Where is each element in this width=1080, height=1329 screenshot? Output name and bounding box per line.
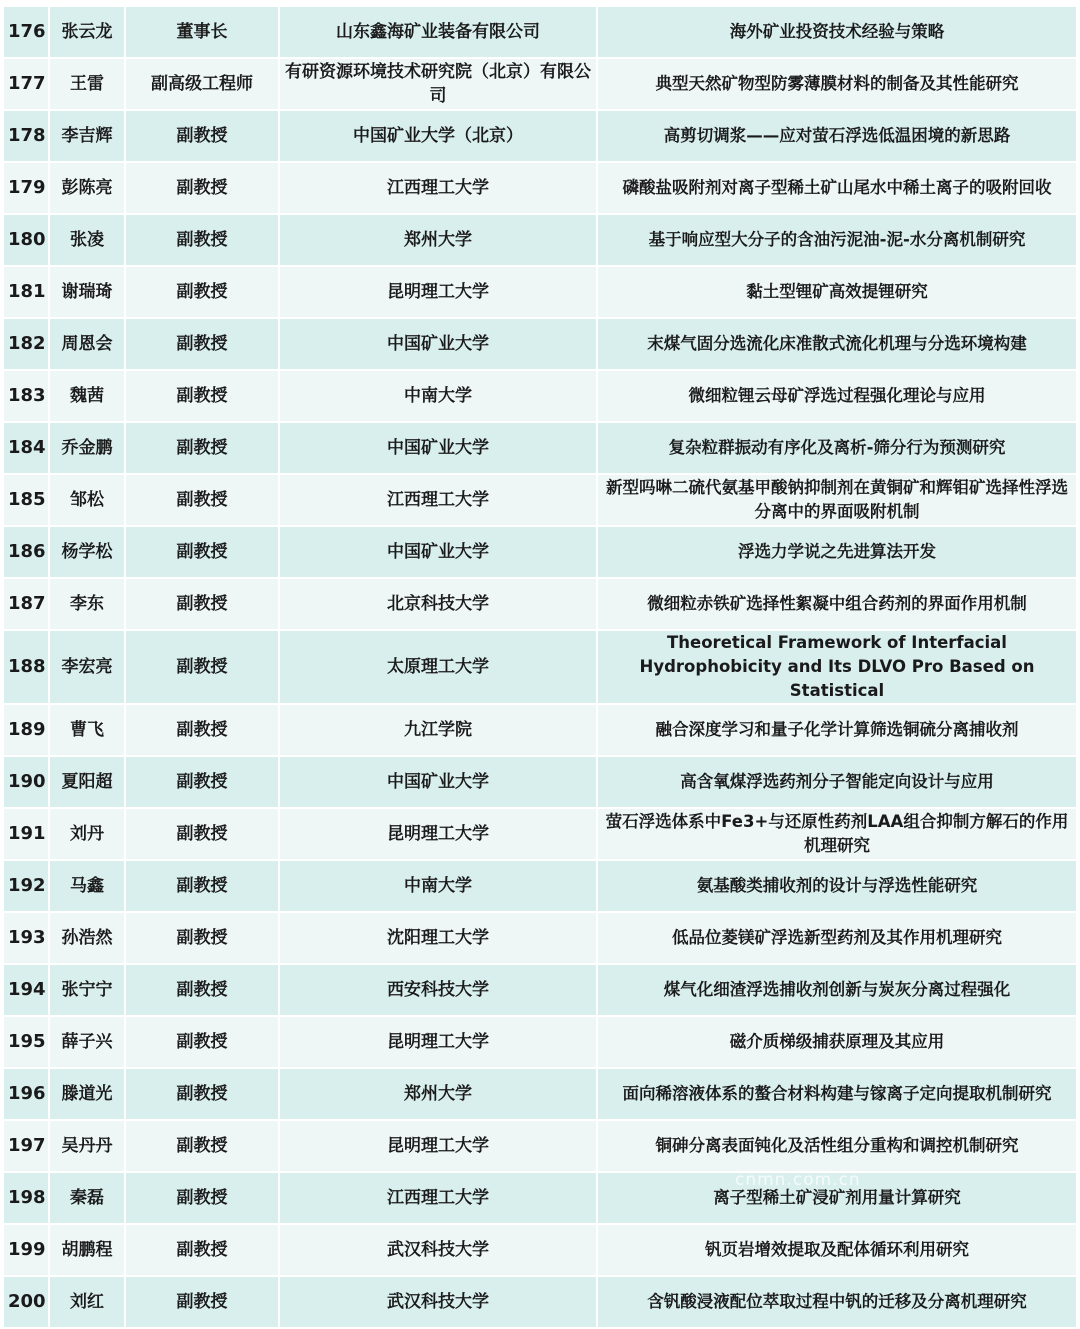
cell-organization: 山东鑫海矿业装备有限公司 [280, 7, 598, 57]
cell-title: 副教授 [126, 1173, 280, 1223]
cell-name: 乔金鹏 [50, 423, 126, 473]
cell-organization: 中南大学 [280, 371, 598, 421]
cell-name: 秦磊 [50, 1173, 126, 1223]
cell-name: 张云龙 [50, 7, 126, 57]
cell-topic: 微细粒赤铁矿选择性絮凝中组合药剂的界面作用机制 [598, 579, 1076, 629]
cell-number: 184 [4, 423, 50, 473]
cell-organization: 中南大学 [280, 861, 598, 911]
cell-organization: 郑州大学 [280, 215, 598, 265]
table-row [4, 371, 1076, 421]
cell-number: 182 [4, 319, 50, 369]
cell-organization: 江西理工大学 [280, 1173, 598, 1223]
cell-title: 副教授 [126, 965, 280, 1015]
cell-title: 董事长 [126, 7, 280, 57]
cell-organization: 中国矿业大学 [280, 319, 598, 369]
table-row [4, 111, 1076, 161]
cell-title: 副高级工程师 [126, 59, 280, 109]
cell-title: 副教授 [126, 809, 280, 859]
table-row [4, 631, 1076, 703]
cell-organization: 中国矿业大学 [280, 423, 598, 473]
table-row [4, 163, 1076, 213]
cell-title: 副教授 [126, 913, 280, 963]
cell-organization: 武汉科技大学 [280, 1225, 598, 1275]
cell-topic: 离子型稀土矿浸矿剂用量计算研究 [598, 1173, 1076, 1223]
cell-name: 杨学松 [50, 527, 126, 577]
cell-number: 194 [4, 965, 50, 1015]
cell-number: 195 [4, 1017, 50, 1067]
cell-name: 刘丹 [50, 809, 126, 859]
cell-topic: 典型天然矿物型防雾薄膜材料的制备及其性能研究 [598, 59, 1076, 109]
cell-title: 副教授 [126, 861, 280, 911]
cell-name: 胡鹏程 [50, 1225, 126, 1275]
table-row [4, 215, 1076, 265]
cell-organization: 武汉科技大学 [280, 1277, 598, 1327]
cell-title: 副教授 [126, 475, 280, 525]
cell-title: 副教授 [126, 579, 280, 629]
cell-number: 196 [4, 1069, 50, 1119]
cell-organization: 北京科技大学 [280, 579, 598, 629]
speaker-table [4, 5, 1076, 1329]
table-row [4, 913, 1076, 963]
cell-title: 副教授 [126, 371, 280, 421]
cell-title: 副教授 [126, 1121, 280, 1171]
cell-topic: 基于响应型大分子的含油污泥油-泥-水分离机制研究 [598, 215, 1076, 265]
cell-number: 176 [4, 7, 50, 57]
cell-title: 副教授 [126, 705, 280, 755]
table-row [4, 705, 1076, 755]
cell-name: 张宁宁 [50, 965, 126, 1015]
cell-name: 周恩会 [50, 319, 126, 369]
table-row [4, 7, 1076, 57]
cell-topic: 钒页岩增效提取及配体循环利用研究 [598, 1225, 1076, 1275]
cell-number: 180 [4, 215, 50, 265]
table-row [4, 579, 1076, 629]
cell-topic: 氨基酸类捕收剂的设计与浮选性能研究 [598, 861, 1076, 911]
cell-name: 曹飞 [50, 705, 126, 755]
cell-topic: 末煤气固分选流化床准散式流化机理与分选环境构建 [598, 319, 1076, 369]
table-row [4, 1173, 1076, 1223]
cell-topic: 磷酸盐吸附剂对离子型稀土矿山尾水中稀土离子的吸附回收 [598, 163, 1076, 213]
cell-title: 副教授 [126, 423, 280, 473]
cell-number: 190 [4, 757, 50, 807]
cell-topic: 萤石浮选体系中Fe3+与还原性药剂LAA组合抑制方解石的作用机理研究 [598, 809, 1076, 859]
cell-topic: 高含氧煤浮选药剂分子智能定向设计与应用 [598, 757, 1076, 807]
cell-name: 邹松 [50, 475, 126, 525]
cell-number: 179 [4, 163, 50, 213]
cell-organization: 昆明理工大学 [280, 1121, 598, 1171]
cell-organization: 西安科技大学 [280, 965, 598, 1015]
cell-topic: 复杂粒群振动有序化及离析-筛分行为预测研究 [598, 423, 1076, 473]
cell-organization: 九江学院 [280, 705, 598, 755]
cell-title: 副教授 [126, 319, 280, 369]
table-row [4, 861, 1076, 911]
table-row [4, 1017, 1076, 1067]
cell-name: 谢瑞琦 [50, 267, 126, 317]
cell-number: 189 [4, 705, 50, 755]
cell-topic: 微细粒锂云母矿浮选过程强化理论与应用 [598, 371, 1076, 421]
cell-organization: 中国矿业大学 [280, 527, 598, 577]
cell-number: 188 [4, 631, 50, 703]
cell-organization: 太原理工大学 [280, 631, 598, 703]
cell-topic: 铜砷分离表面钝化及活性组分重构和调控机制研究 [598, 1121, 1076, 1171]
cell-title: 副教授 [126, 757, 280, 807]
cell-number: 187 [4, 579, 50, 629]
cell-topic: Theoretical Framework of Interfacial Hydrophobicity and Its DLVO Pro Based on Statistical [598, 631, 1076, 703]
table-row [4, 59, 1076, 109]
cell-topic: 海外矿业投资技术经验与策略 [598, 7, 1076, 57]
table-row [4, 1277, 1076, 1327]
table-row [4, 423, 1076, 473]
speaker-table-container [4, 5, 1076, 1329]
cell-title: 副教授 [126, 1069, 280, 1119]
cell-organization: 有研资源环境技术研究院（北京）有限公司 [280, 59, 598, 109]
cell-organization: 江西理工大学 [280, 163, 598, 213]
cell-name: 吴丹丹 [50, 1121, 126, 1171]
cell-topic: 新型吗啉二硫代氨基甲酸钠抑制剂在黄铜矿和辉钼矿选择性浮选分离中的界面吸附机制 [598, 475, 1076, 525]
table-row [4, 527, 1076, 577]
cell-organization: 昆明理工大学 [280, 809, 598, 859]
cell-organization: 沈阳理工大学 [280, 913, 598, 963]
cell-title: 副教授 [126, 1017, 280, 1067]
cell-organization: 昆明理工大学 [280, 267, 598, 317]
table-row [4, 1069, 1076, 1119]
cell-name: 李吉辉 [50, 111, 126, 161]
table-body [4, 7, 1076, 1327]
cell-organization: 江西理工大学 [280, 475, 598, 525]
table-row [4, 965, 1076, 1015]
cell-title: 副教授 [126, 267, 280, 317]
cell-name: 薛子兴 [50, 1017, 126, 1067]
table-row [4, 757, 1076, 807]
table-row [4, 475, 1076, 525]
cell-name: 滕道光 [50, 1069, 126, 1119]
cell-topic: 融合深度学习和量子化学计算筛选铜硫分离捕收剂 [598, 705, 1076, 755]
table-row [4, 1225, 1076, 1275]
cell-title: 副教授 [126, 631, 280, 703]
cell-title: 副教授 [126, 111, 280, 161]
cell-topic: 浮选力学说之先进算法开发 [598, 527, 1076, 577]
cell-name: 李东 [50, 579, 126, 629]
cell-number: 197 [4, 1121, 50, 1171]
cell-name: 王雷 [50, 59, 126, 109]
cell-organization: 郑州大学 [280, 1069, 598, 1119]
cell-name: 张凌 [50, 215, 126, 265]
watermark: cnmn.com.cn [735, 1170, 861, 1190]
cell-number: 183 [4, 371, 50, 421]
table-row [4, 267, 1076, 317]
cell-topic: 低品位菱镁矿浮选新型药剂及其作用机理研究 [598, 913, 1076, 963]
cell-topic: 面向稀溶液体系的螯合材料构建与镓离子定向提取机制研究 [598, 1069, 1076, 1119]
cell-number: 178 [4, 111, 50, 161]
cell-number: 186 [4, 527, 50, 577]
table-row [4, 319, 1076, 369]
cell-topic: 煤气化细渣浮选捕收剂创新与炭灰分离过程强化 [598, 965, 1076, 1015]
cell-topic: 黏土型锂矿高效提锂研究 [598, 267, 1076, 317]
cell-name: 夏阳超 [50, 757, 126, 807]
cell-topic: 含钒酸浸液配位萃取过程中钒的迁移及分离机理研究 [598, 1277, 1076, 1327]
cell-title: 副教授 [126, 215, 280, 265]
cell-number: 192 [4, 861, 50, 911]
cell-organization: 中国矿业大学（北京） [280, 111, 598, 161]
cell-number: 199 [4, 1225, 50, 1275]
cell-name: 李宏亮 [50, 631, 126, 703]
cell-number: 193 [4, 913, 50, 963]
cell-title: 副教授 [126, 1277, 280, 1327]
cell-organization: 昆明理工大学 [280, 1017, 598, 1067]
cell-name: 彭陈亮 [50, 163, 126, 213]
cell-number: 181 [4, 267, 50, 317]
cell-title: 副教授 [126, 1225, 280, 1275]
cell-name: 马鑫 [50, 861, 126, 911]
cell-number: 185 [4, 475, 50, 525]
cell-topic: 高剪切调浆——应对萤石浮选低温困境的新思路 [598, 111, 1076, 161]
cell-name: 刘红 [50, 1277, 126, 1327]
cell-name: 孙浩然 [50, 913, 126, 963]
cell-number: 200 [4, 1277, 50, 1327]
table-row [4, 809, 1076, 859]
cell-title: 副教授 [126, 163, 280, 213]
cell-organization: 中国矿业大学 [280, 757, 598, 807]
cell-title: 副教授 [126, 527, 280, 577]
cell-number: 191 [4, 809, 50, 859]
cell-name: 魏茜 [50, 371, 126, 421]
cell-topic: 磁介质梯级捕获原理及其应用 [598, 1017, 1076, 1067]
table-row [4, 1121, 1076, 1171]
cell-number: 177 [4, 59, 50, 109]
cell-number: 198 [4, 1173, 50, 1223]
